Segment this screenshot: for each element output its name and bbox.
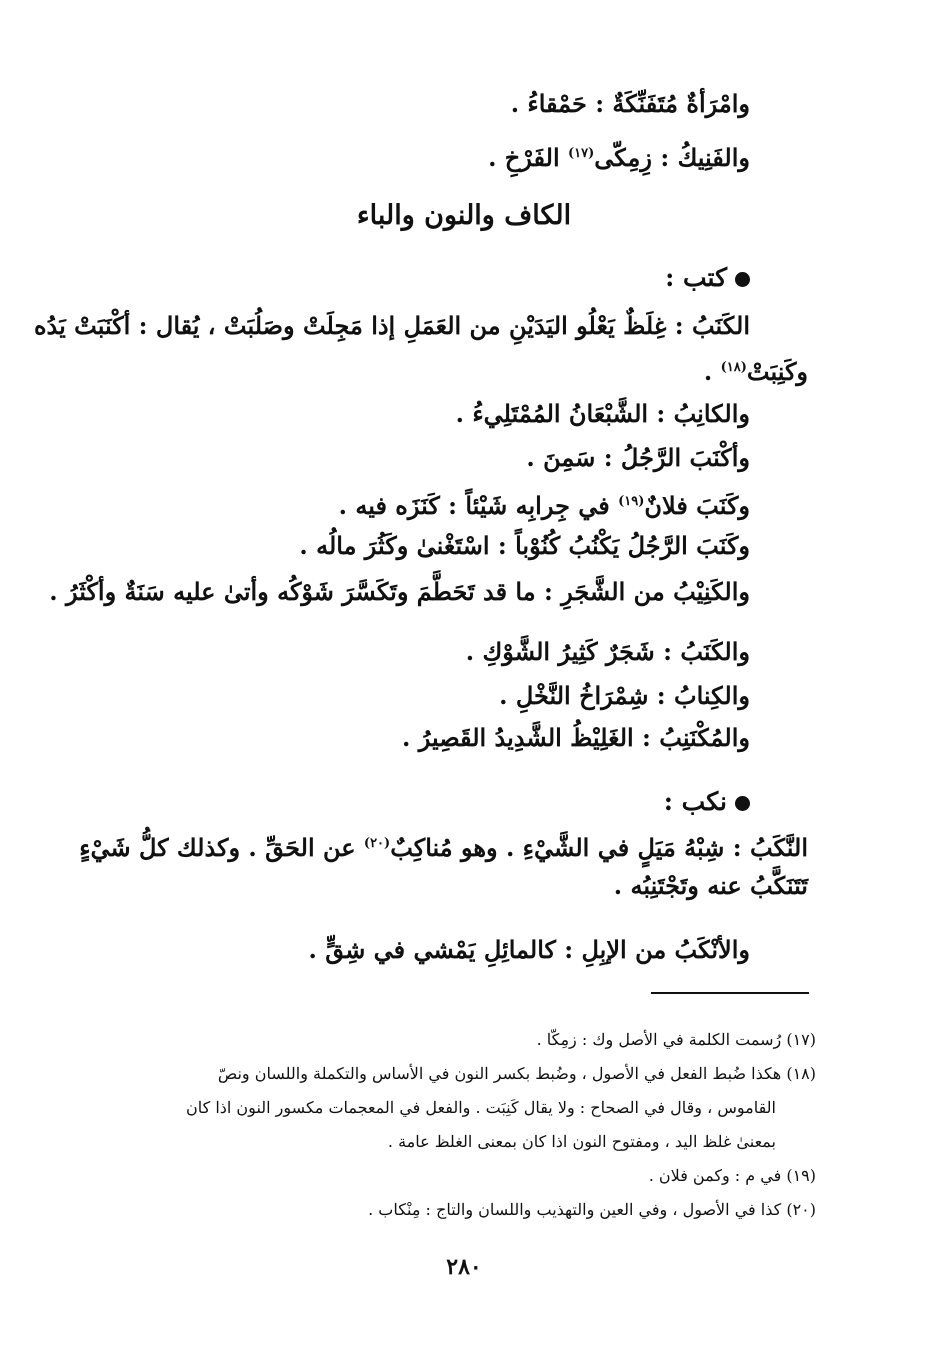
footnote: (١٨) هكذا ضُبط الفعل في الأصول ، وضُبط بكسر النون في الأساس والتكملة واللسان ونصّ xyxy=(217,1064,816,1083)
text-segment: عن الحَقِّ . وكذلك كلُّ شَيْءٍ xyxy=(79,833,356,862)
text-line: والكَنِيْبُ من الشَّجَرِ : ما قد تَحَطَّمَ وتَكَسَّرَ شَوْكُه وأتىٰ عليه سَنَةٌ وأكْثَرُ . xyxy=(49,577,750,606)
entry-heading xyxy=(664,786,750,818)
text-segment: النَّكَبُ : شِبْهُ مَيَلٍ في الشَّيْءِ . وهو مُناكِبٌ xyxy=(390,833,808,862)
text-segment: . xyxy=(703,357,713,386)
text-line: وكَنَبَ الرَّجُلُ يَكْنُبُ كُنُوْباً : اسْتَغْنىٰ وكَثُرَ مالُه . xyxy=(299,531,750,560)
footnote-ref: (١٩) xyxy=(618,494,645,509)
text-line xyxy=(339,486,750,522)
text-line: والمُكْنَنِبُ : الغَلِيْظُ الشَّدِيدُ القَصِيرُ . xyxy=(402,723,750,752)
bullet-icon xyxy=(735,272,750,287)
footnote: (١٧) رُسمت الكلمة في الأصل وك : زمِكّا . xyxy=(536,1030,816,1049)
text-line: والكانِبُ : الشَّبْعَانُ المُمْتَلِيءُ . xyxy=(455,399,750,428)
footnote-continuation: القاموس ، وقال في الصحاح : ولا يقال كَنِبَت . والفعل في المعجمات مكسور النون اذا كان xyxy=(186,1098,776,1117)
text-segment: في جِرابِه شَيْئاً : كَنَزَه فيه . xyxy=(338,491,610,520)
entry-heading-label: نكب : xyxy=(663,787,727,816)
section-title: الكاف والنون والباء xyxy=(356,200,572,231)
text-line: وأكْنَبَ الرَّجُلُ : سَمِنَ . xyxy=(526,443,750,472)
text-segment: وكَنِبَتْ xyxy=(746,357,808,386)
text-line: الكَنَبُ : غِلَظٌ يَعْلُو اليَدَيْنِ من العَمَلِ إذا مَجِلَتْ وصَلُبَتْ ، يُقال : أكْنَبَتْ يَدُه xyxy=(33,311,750,340)
text-segment: والفَنِيكُ : زِمِكّى xyxy=(594,143,750,172)
text-line xyxy=(704,352,808,388)
footnote-ref: (٢٠) xyxy=(363,836,391,851)
text-line xyxy=(79,828,808,864)
entry-heading-label: كتب : xyxy=(665,263,727,292)
text-segment: الفَرْخِ . xyxy=(488,143,560,172)
footnote-ref: (١٨) xyxy=(720,360,747,375)
footnote-divider xyxy=(651,992,809,994)
text-segment: وكَنَبَ فلانٌ xyxy=(644,491,750,520)
footnote-ref: (١٧) xyxy=(568,146,595,161)
text-line: والأنْكَبُ من الإبِلِ : كالمائِلِ يَمْشي في شِقٍّ . xyxy=(308,935,750,964)
text-line: والكَنَبُ : شَجَرٌ كَثِيرُ الشَّوْكِ . xyxy=(465,637,750,666)
text-line: تَتَنَكَّبُ عنه وتَجْتَنِبُه . xyxy=(613,871,808,900)
bullet-icon xyxy=(735,796,750,811)
footnote: (١٩) في م : وكمن فلان . xyxy=(648,1166,816,1185)
page-number: ٢٨٠ xyxy=(446,1254,482,1280)
text-line: والكِنابُ : شِمْرَاخُ النَّخْلِ . xyxy=(499,681,750,710)
footnote-continuation: بمعنىٰ غلظ اليد ، ومفتوح النون اذا كان بمعنى الغلظ عامة . xyxy=(387,1132,776,1151)
text-line xyxy=(488,138,750,174)
entry-heading xyxy=(665,262,750,294)
footnote: (٢٠) كذا في الأصول ، وفي العين والتهذيب واللسان والتاج : مِنْكاب . xyxy=(368,1200,816,1219)
text-line: وامْرَأةٌ مُتَفَنِّكَةٌ : حَمْقاءُ . xyxy=(510,89,750,118)
